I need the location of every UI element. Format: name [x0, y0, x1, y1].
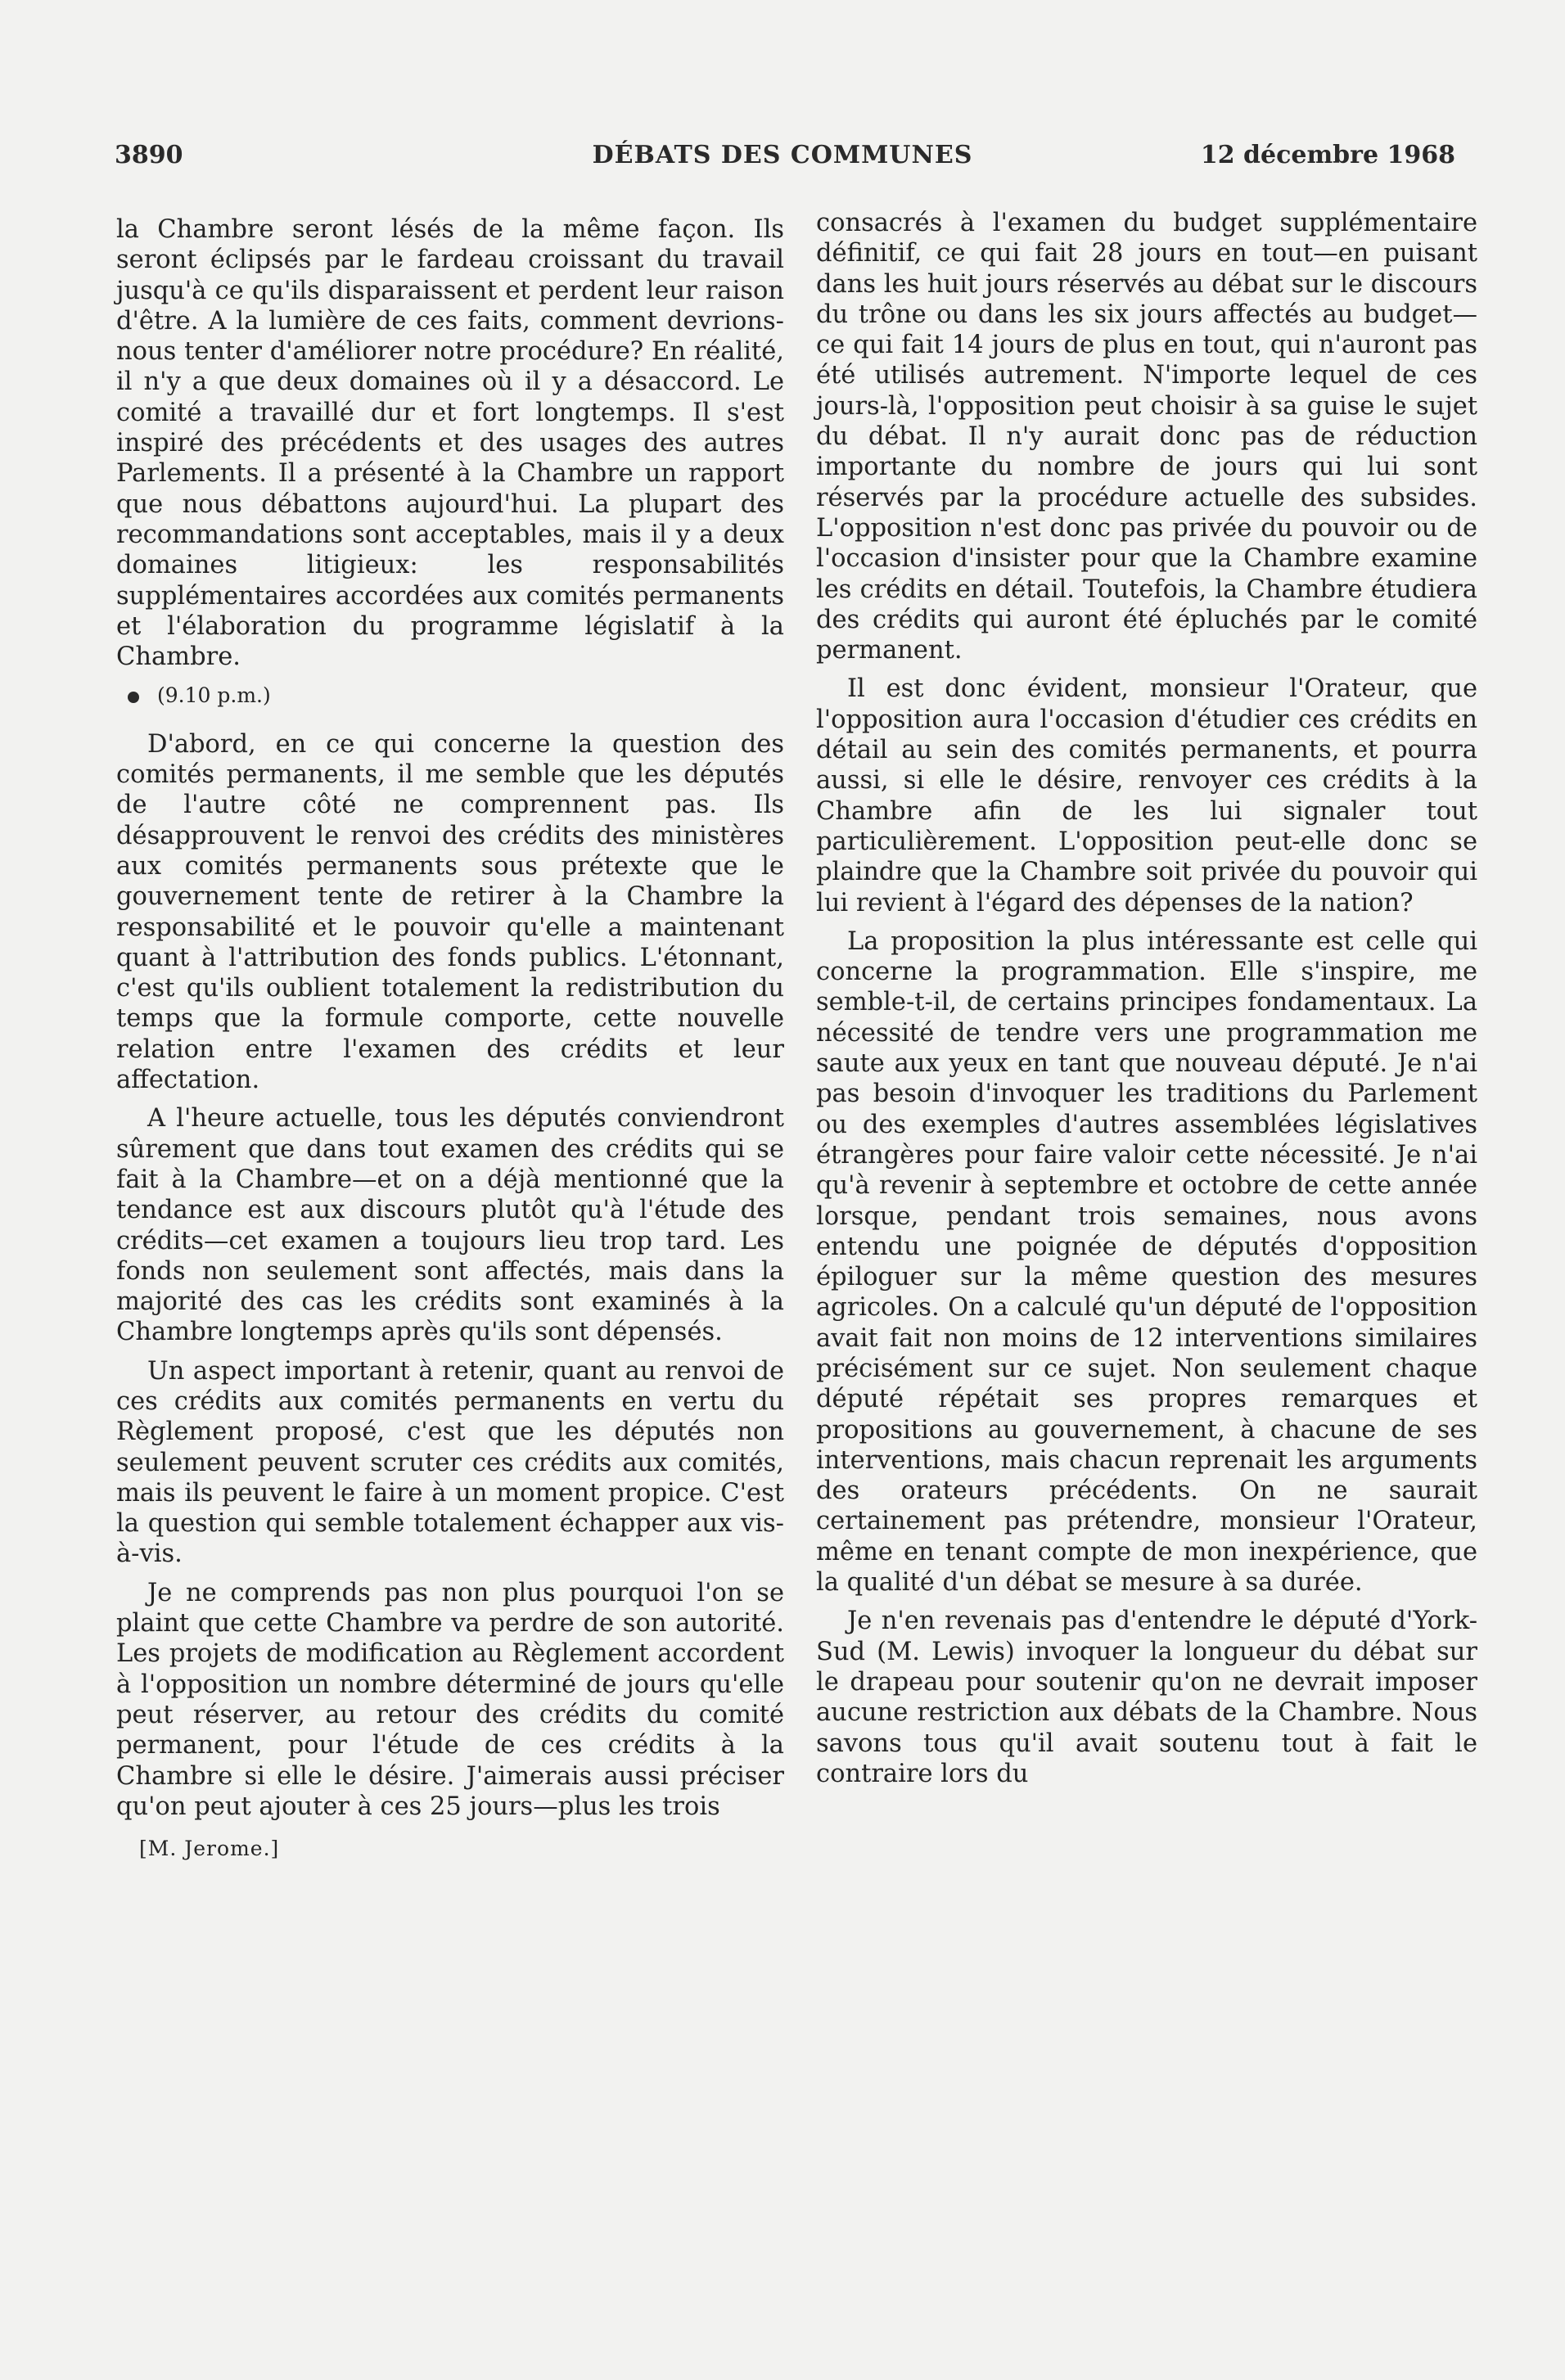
- paragraph: D'abord, en ce qui concerne la question des comités permanents, il me semble que les députés de l'autre côté ne comprennent pas. Ils désapprouvent le renvoi des crédits des ministères aux comités permanents sous prétexte que le gouvernement tente de retirer à la Chambre la responsabilité et le pouvoir qu'elle a maintenant quant à l'attribution des fonds publics. L'étonnant, c'est qu'ils oublient totalement la redistribution du temps que la formule comporte, cette nouvelle relation entre l'examen des crédits et leur affectation.: [116, 729, 784, 1095]
- paragraph: Je ne comprends pas non plus pourquoi l'on se plaint que cette Chambre va perdre de son autorité. Les projets de modification au Règlement accordent à l'opposition un nombre déterminé de jours qu'elle peut réserver, au retour des crédits du comité permanent, pour l'étude de ces crédits à la Chambre si elle le désire. J'aimerais aussi préciser qu'on peut ajouter à ces 25 jours—plus les trois: [116, 1578, 784, 1821]
- paragraph: La proposition la plus intéressante est celle qui concerne la programmation. Elle s'inspire, me semble-t-il, de certains principes fondamentaux. La nécessité de tendre vers une programmation me saute aux yeux en tant que nouveau député. Je n'ai pas besoin d'invoquer les traditions du Parlement ou des exemples d'autres assemblées législatives étrangères pour faire valoir cette nécessité. Je n'ai qu'à revenir à septembre et octobre de cette année lorsque, pendant trois semaines, nous avons entendu une poignée de députés d'opposition épiloguer sur la même question des mesures agricoles. On a calculé qu'un député de l'opposition avait fait non moins de 12 interventions similaires précisément sur ce sujet. Non seulement chaque député répétait ses propres remarques et propositions au gouvernement, à chacune de ses interventions, mais chacun reprenait les arguments des orateurs précédents. On ne saurait certainement pas prétendre, monsieur l'Orateur, même en tenant compte de mon inexpérience, que la qualité d'un débat se mesure à sa durée.: [816, 926, 1477, 1598]
- paragraph: Il est donc évident, monsieur l'Orateur, que l'opposition aura l'occasion d'étudier ces crédits en détail au sein des comités permanents, et pourra aussi, si elle le désire, renvoyer ces crédits à la Chambre afin de les lui signaler tout particulièrement. L'opposition peut-elle donc se plaindre que la Chambre soit privée du pouvoir qui lui revient à l'égard des dépenses de la nation?: [816, 674, 1477, 917]
- right-column: [816, 208, 1477, 1797]
- timestamp-text: (9.10 p.m.): [157, 683, 271, 708]
- timestamp: [116, 680, 784, 710]
- speaker-attribution: [M. Jerome.]: [139, 1837, 280, 1861]
- paragraph: A l'heure actuelle, tous les députés conviendront sûrement que dans tout examen des crédits qui se fait à la Chambre—et on a déjà mentionné que la tendance est aux discours plutôt qu'à l'étude des crédits—cet examen a toujours lieu trop tard. Les fonds non seulement sont affectés, mais dans la majorité des cas les crédits sont examinés à la Chambre longtemps après qu'ils sont dépensés.: [116, 1104, 784, 1347]
- bullet-icon: [128, 692, 139, 703]
- page-date: 12 décembre 1968: [1200, 141, 1455, 169]
- paragraph: Un aspect important à retenir, quant au renvoi de ces crédits aux comités permanents en vertu du Règlement proposé, c'est que les députés non seulement peuvent scruter ces crédits aux comités, mais ils peuvent le faire à un moment propice. C'est la question qui semble totalement échapper aux vis-à-vis.: [116, 1356, 784, 1569]
- left-column: [116, 214, 784, 1864]
- paragraph: consacrés à l'examen du budget supplémentaire définitif, ce qui fait 28 jours en tout—en puisant dans les huit jours réservés au débat sur le discours du trône ou dans les six jours affectés au budget—ce qui fait 14 jours de plus en tout, qui n'auront pas été utilisés autrement. N'importe lequel de ces jours-là, l'opposition peut choisir à sa guise le sujet du débat. Il n'y aurait donc pas de réduction importante du nombre de jours qui lui sont réservés par la procédure actuelle des subsides. L'opposition n'est donc pas privée du pouvoir ou de l'occasion d'insister pour que la Chambre examine les crédits en détail. Toutefois, la Chambre étudiera des crédits qui auront été épluchés par le comité permanent.: [816, 209, 1477, 665]
- page-title: DÉBATS DES COMMUNES: [592, 141, 973, 169]
- page-number: 3890: [115, 141, 183, 169]
- paragraph: Je n'en revenais pas d'entendre le député d'York-Sud (M. Lewis) invoquer la longueur du débat sur le drapeau pour soutenir qu'on ne devrait imposer aucune restriction aux débats de la Chambre. Nous savons tous qu'il avait soutenu tout à fait le contraire lors du: [816, 1607, 1477, 1788]
- paragraph: la Chambre seront lésés de la même façon. Ils seront éclipsés par le fardeau croissant du travail jusqu'à ce qu'ils disparaissent et perdent leur raison d'être. A la lumière de ces faits, comment devrions-nous tenter d'améliorer notre procédure? En réalité, il n'y a que deux domaines où il y a désaccord. Le comité a travaillé dur et fort longtemps. Il s'est inspiré des précédents et des usages des autres Parlements. Il a présenté à la Chambre un rapport que nous débattons aujourd'hui. La plupart des recommandations sont acceptables, mais il y a deux domaines litigieux: les responsabilités supplémentaires accordées aux comités permanents et l'élaboration du programme législatif à la Chambre.: [116, 215, 784, 672]
